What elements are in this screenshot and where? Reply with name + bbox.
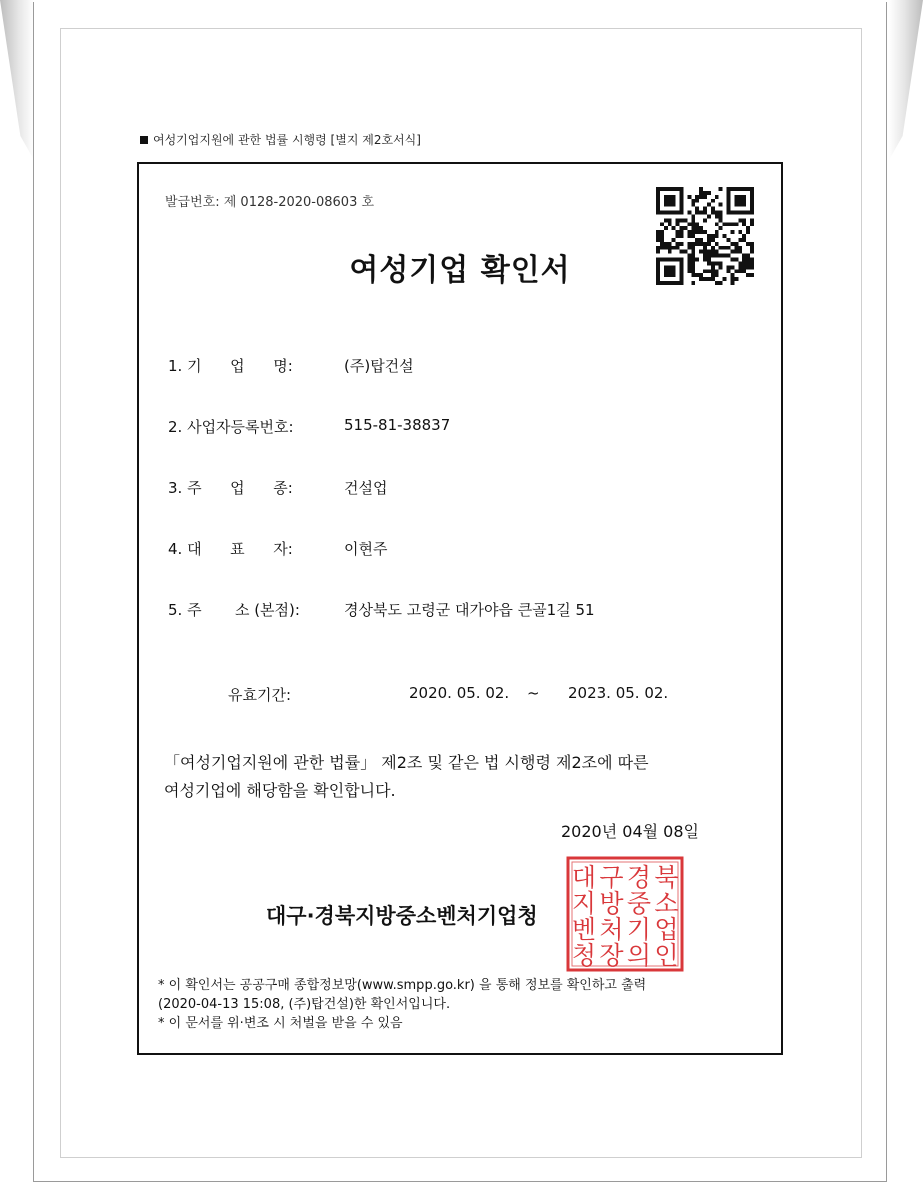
validity-separator: ~: [527, 684, 540, 702]
field-label: 1. 기 업 명:: [168, 357, 293, 375]
svg-text:청: 청: [571, 941, 597, 970]
form-caption: [140, 131, 421, 148]
form-caption-text: 여성기업지원에 관한 법률 시행령 [별지 제2호서식]: [153, 133, 421, 147]
confirmation-statement: [164, 749, 649, 805]
official-seal: [565, 855, 685, 973]
field-value: 515-81-38837: [344, 416, 451, 434]
field-value: 이현주: [344, 540, 388, 558]
svg-text:의: 의: [626, 941, 652, 970]
document-title: 여성기업 확인서: [349, 253, 571, 288]
svg-text:북: 북: [654, 863, 679, 892]
validity-end: 2023. 05. 02.: [568, 684, 669, 702]
svg-text:구: 구: [599, 863, 624, 892]
scan-shadow-right: [889, 0, 923, 160]
svg-text:방: 방: [599, 889, 624, 918]
field-label: 2. 사업자등록번호:: [168, 418, 294, 436]
svg-text:중: 중: [626, 889, 652, 918]
svg-text:기: 기: [626, 915, 652, 944]
note-line: (2020-04-13 15:08, (주)탑건설)한 확인서입니다.: [158, 997, 451, 1012]
svg-text:처: 처: [599, 915, 624, 944]
validity-label: 유효기간:: [228, 686, 292, 704]
scan-shadow-left: [0, 0, 34, 160]
statement-line: 「여성기업지원에 관한 법률」 제2조 및 같은 법 시행령 제2조에 따른: [164, 753, 649, 772]
statement-line: 여성기업에 해당함을 확인합니다.: [164, 781, 396, 800]
issue-date: 2020년 04월 08일: [561, 822, 699, 841]
square-bullet-icon: [140, 136, 148, 144]
field-label: 4. 대 표 자:: [168, 540, 293, 558]
svg-text:대: 대: [571, 863, 597, 892]
issuing-authority: 대구·경북지방중소벤처기업청: [266, 904, 538, 928]
svg-text:인: 인: [654, 941, 679, 970]
svg-text:경: 경: [626, 863, 652, 892]
field-value: 경상북도 고령군 대가야읍 큰골1길 51: [344, 601, 595, 619]
qr-code-icon[interactable]: [656, 187, 754, 285]
field-label: 5. 주 소 (본점):: [168, 601, 300, 619]
svg-text:지: 지: [571, 889, 597, 918]
note-line: * 이 문서를 위·변조 시 처벌을 받을 수 있음: [158, 1016, 403, 1031]
validity-start: 2020. 05. 02.: [409, 684, 510, 702]
svg-text:벤: 벤: [571, 915, 597, 944]
issue-number: 발급번호: 제 0128-2020-08603 호: [165, 195, 375, 210]
field-value: 건설업: [344, 479, 388, 497]
field-value: (주)탑건설: [344, 357, 414, 375]
svg-text:장: 장: [599, 941, 624, 970]
note-line: * 이 확인서는 공공구매 종합정보망(www.smpp.go.kr) 을 통해 정보를 확인하고 출력: [158, 978, 647, 993]
svg-text:업: 업: [654, 915, 679, 944]
svg-text:소: 소: [654, 889, 679, 918]
field-label: 3. 주 업 종:: [168, 479, 293, 497]
notes: [158, 976, 646, 1033]
